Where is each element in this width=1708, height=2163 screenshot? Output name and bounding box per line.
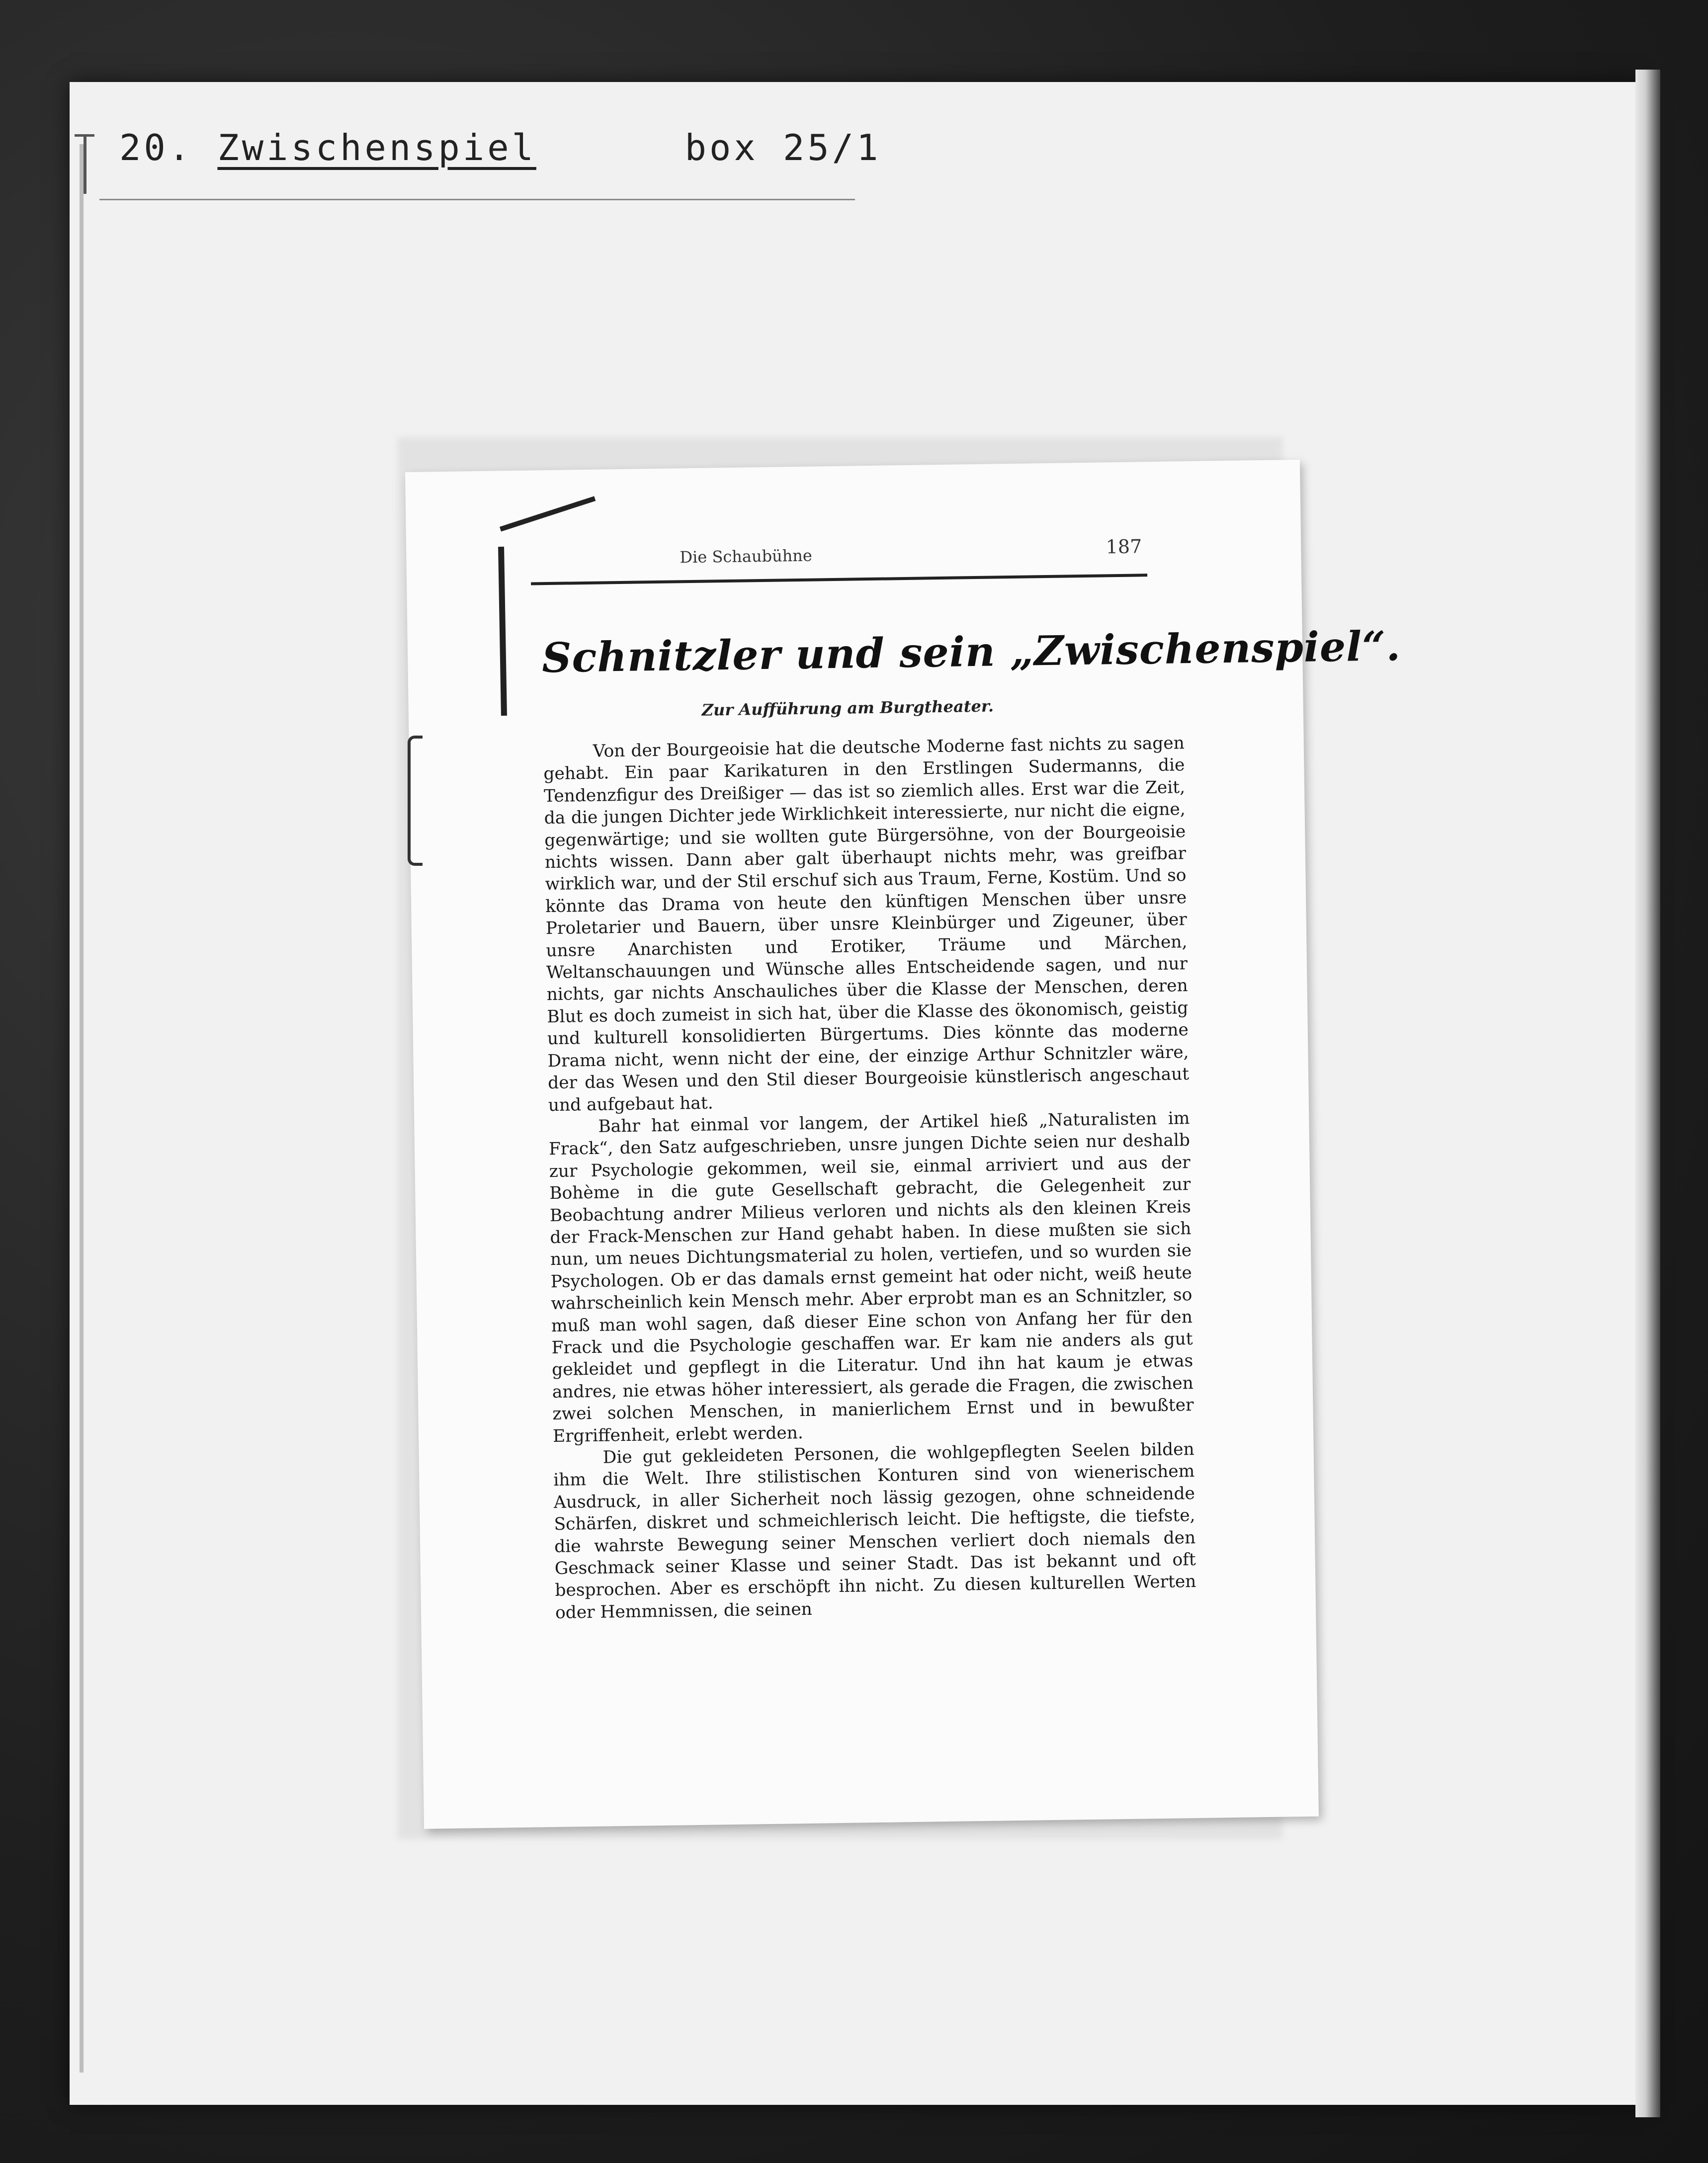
- folder-label: [119, 127, 881, 168]
- article-subtitle: Zur Aufführung am Burgtheater.: [701, 696, 994, 720]
- header-rule: [531, 574, 1147, 585]
- article-title: Schnitzler und sein „Zwischenspiel“.: [541, 622, 1401, 682]
- label-rule: [99, 199, 855, 200]
- label-corner-mark: [84, 134, 86, 194]
- folder-number: 20.: [119, 127, 193, 168]
- article-paragraph-1: Von der Bourgeoisie hat die deutsche Moderne fast nichts zu sagen gehabt. Ein paar Karikaturen in den Erstlingen Sudermanns, die Tendenzfigur des Dreißiger — das ist so ziemlich alles. Erst war die Zeit, da die jungen Dichter jede Wirklichkeit interessierte, nur nicht die eigne, gegenwärtige; und sie wollten gute Bürgersöhne, von der Bourgeoisie nichts wissen. Dann aber galt überhaupt nichts mehr, was greifbar wirklich war, und der Stil erschuf sich aus Traum, Ferne, Kostüm. Und so könnte das Drama von heute den künftigen Menschen über unsre Proletarier und Bauern, über unsre Kleinbürger und Zigeuner, über unsre Anarchisten und Erotiker, Träume und Märchen, Weltanschauungen und Wünsche alles Entscheidende sagen, und nur nichts, gar nichts Anschauliches über die Klasse der Menschen, deren Blut es doch zumeist in sich hat, über die Klasse des ökonomisch, geistig und kulturell konsolidierten Bürgertums. Dies könnte das moderne Drama nicht, wenn nicht der eine, der einzige Arthur Schnitzler wäre, der das Wesen und den Stil dieser Bourgeoisie künstlerisch angeschaut und aufgebaut hat.: [543, 733, 1190, 1115]
- clipping-header: [530, 535, 1142, 567]
- article-paragraph-2: Bahr hat einmal vor langem, der Artikel hieß „Naturalisten im Frack“, den Satz aufgeschrieben, unsre jungen Dichte seien nur deshalb zur Psychologie gekommen, weil sie, einmal arriviert und aus der Bohème in die gute Gesellschaft gebracht, die Gelegenheit zur Beobachtung andrer Milieus verloren und nichts als den kleinen Kreis der Frack-Menschen zur Hand gehabt haben. In diese mußten sie sich nun, um neues Dichtungsmaterial zu holen, vertiefen, und so wurden sie Psychologen. Ob er das damals ernst gemeint hat oder nicht, weiß heute wahrscheinlich kein Mensch mehr. Aber erprobt man es an Schnitzler, so muß man wohl sagen, daß dieser Eine schon von Anfang her für den Frack und die Psychologie geschaffen war. Er kam nie anders als gut gekleidet und gepflegt in die Literatur. Und ihn hat kaum je etwas andres, nie etwas höher interessiert, als gerade die Fragen, die zwischen zwei solchen Menschen, in manierlichem Ernst und in bewußter Ergriffenheit, erlebt werden.: [548, 1108, 1194, 1446]
- newspaper-clipping: [405, 460, 1401, 1829]
- label-corner-mark-top: [75, 134, 94, 137]
- folder-title: Zwischenspiel: [217, 127, 536, 168]
- folder-box: box 25/1: [684, 127, 881, 168]
- paper-clip-mark: [408, 736, 423, 866]
- sheet-edge-left: [80, 144, 84, 2073]
- running-head: Die Schaubühne: [680, 546, 813, 567]
- page-number: 187: [1106, 535, 1142, 558]
- article-paragraph-3: Die gut gekleideten Personen, die wohlgepflegten Seelen bilden ihm die Welt. Ihre stilistischen Konturen sind von wienerischem Ausdruck, in aller Sicherheit noch lässig gezogen, ohne schneidende Schärfen, diskret und schmeichlerisch leicht. Die heftigste, die tiefste, die wahrste Bewegung seiner Menschen verliert doch niemals den Geschmack seiner Klasse und seiner Stadt. Das ist bekannt und oft besprochen. Aber es erschöpft ihn nicht. Zu diesen kulturellen Werten oder Hemmnissen, die seinen: [553, 1439, 1196, 1623]
- sheet-edge-right: [1635, 70, 1660, 2117]
- article-body: [543, 732, 1197, 1624]
